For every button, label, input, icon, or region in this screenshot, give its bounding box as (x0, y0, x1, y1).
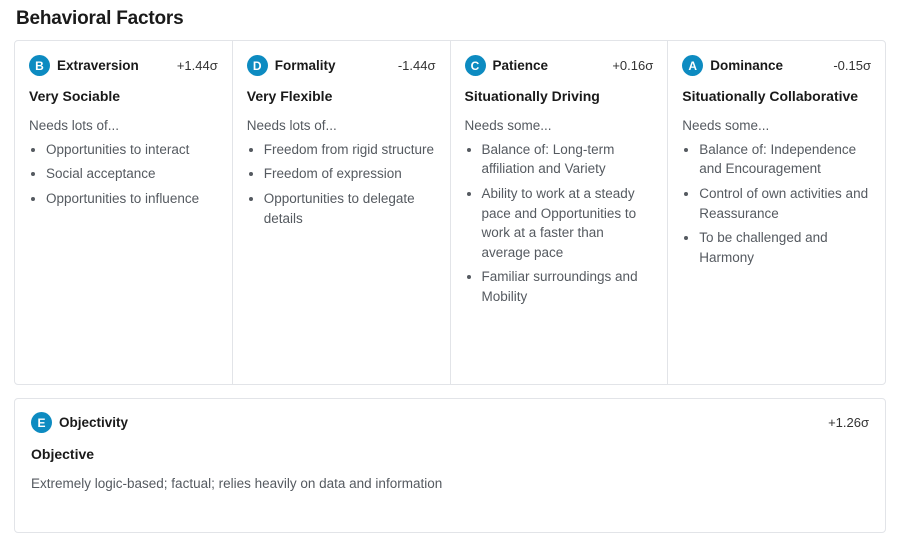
factor-column-formality (233, 41, 451, 384)
list-item: • Control of own activities and Reassurance (699, 184, 871, 223)
list-item: • Balance of: Long-term affiliation and Variety (482, 140, 654, 179)
factor-name: Patience (492, 58, 549, 73)
list-item: • Familiar surroundings and Mobility (482, 267, 654, 306)
factor-header (247, 55, 436, 76)
factor-badge-e-icon: E (31, 412, 52, 433)
list-item: • Social acceptance (46, 164, 218, 184)
list-item: • Ability to work at a steady pace and Opportunities to work at a faster than average pace (482, 184, 654, 262)
factor-header (682, 55, 871, 76)
factor-needs-label: Needs some... (682, 117, 770, 133)
list-item: • Balance of: Independence and Encouragement (699, 140, 871, 179)
factor-badge-c-icon: C (465, 55, 486, 76)
factor-badge-b-icon: B (29, 55, 50, 76)
factor-name: Dominance (710, 58, 784, 73)
factor-name: Formality (274, 58, 336, 73)
factor-header (465, 55, 654, 76)
behavioral-factors-card (14, 40, 886, 385)
factor-needs-list (29, 140, 218, 209)
factor-badge-a-icon: A (682, 55, 703, 76)
factor-sigma-value: +0.16σ (612, 58, 654, 73)
factor-descriptor: Situationally Collaborative (682, 88, 859, 104)
factor-descriptor: Very Flexible (246, 88, 333, 104)
factor-descriptor: Situationally Driving (464, 88, 600, 104)
factor-header (29, 55, 218, 76)
factor-needs-list (465, 140, 654, 307)
factor-name: Objectivity (59, 415, 129, 430)
list-item: • Freedom from rigid structure (264, 140, 436, 160)
list-item: • To be challenged and Harmony (699, 228, 871, 267)
objectivity-description: Extremely logic-based; factual; relies heavily on data and information (31, 476, 443, 491)
factor-column-patience (451, 41, 669, 384)
list-item: • Opportunities to delegate details (264, 189, 436, 228)
factor-descriptor: Very Sociable (29, 88, 121, 104)
list-item: • Opportunities to interact (46, 140, 218, 160)
factor-sigma-value: -1.44σ (397, 58, 436, 73)
factor-needs-list (682, 140, 871, 267)
page-title: Behavioral Factors (16, 8, 184, 29)
factor-column-extraversion (15, 41, 233, 384)
factor-name: Extraversion (57, 58, 139, 73)
factor-sigma-value: -0.15σ (833, 58, 871, 73)
factor-sigma-value: +1.44σ (176, 58, 218, 73)
objectivity-card (14, 398, 886, 533)
factor-needs-label: Needs some... (464, 117, 552, 133)
factor-needs-list (247, 140, 436, 228)
factor-sigma-value: +1.26σ (828, 415, 869, 430)
factor-needs-label: Needs lots of... (246, 117, 337, 133)
factor-badge-d-icon: D (247, 55, 268, 76)
factor-needs-label: Needs lots of... (29, 117, 120, 133)
objectivity-header (31, 412, 869, 433)
list-item: • Opportunities to influence (46, 189, 218, 209)
factor-column-dominance (668, 41, 885, 384)
factor-descriptor: Objective (31, 446, 95, 462)
list-item: • Freedom of expression (264, 164, 436, 184)
